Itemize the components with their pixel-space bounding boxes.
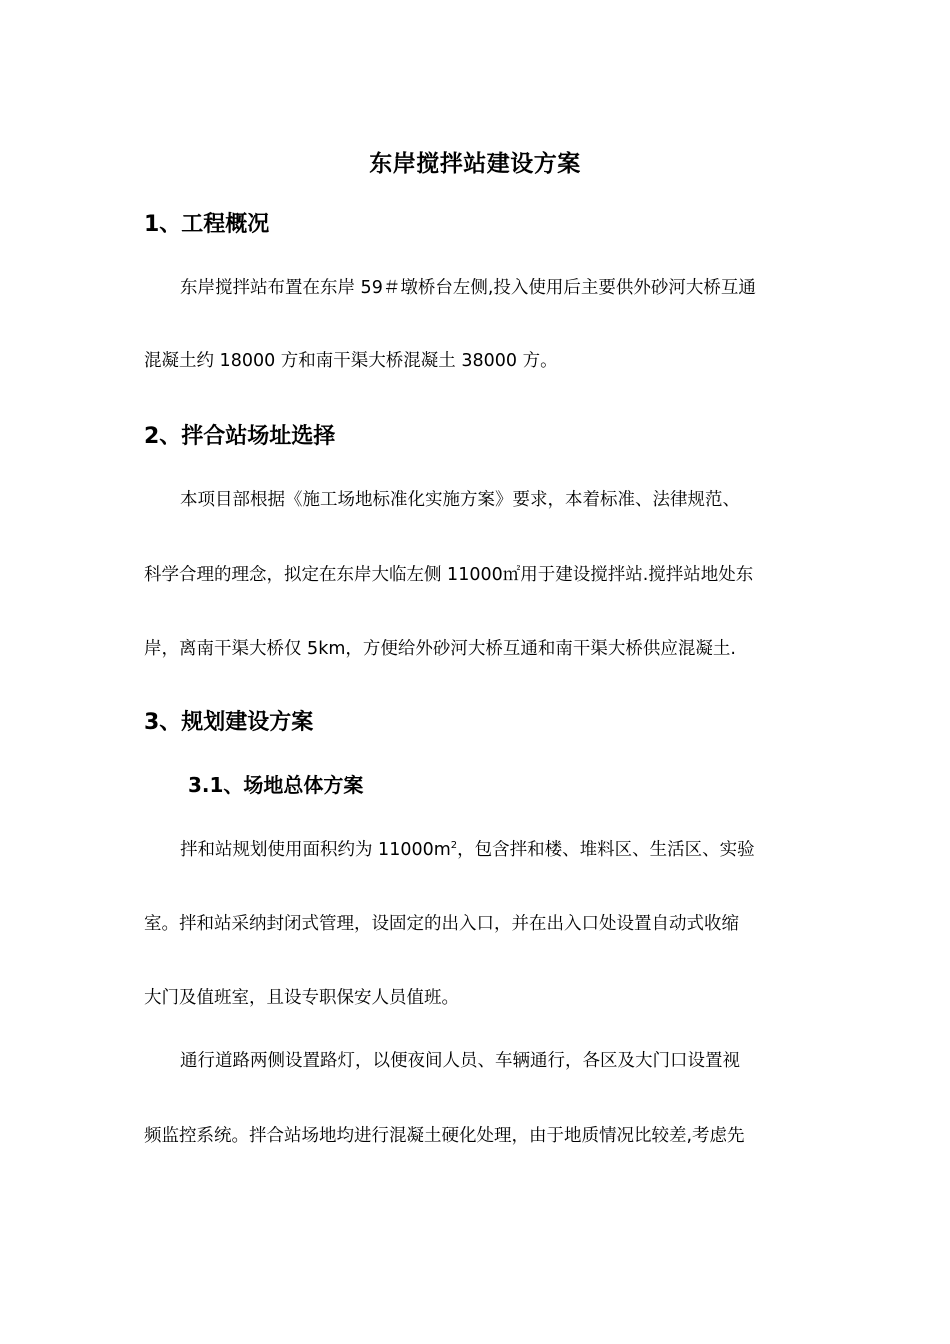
section-2-line-3: 岸，离南干渠大桥仅 5km，方便给外砂河大桥互通和南干渠大桥供应混凝土. bbox=[144, 639, 736, 659]
document-title: 东岸搅拌站建设方案 bbox=[369, 151, 581, 177]
subsection-3-1-para-1-line-2: 室。拌和站采纳封闭式管理，设固定的出入口，并在出入口处设置自动式收缩 bbox=[144, 914, 739, 934]
area-unit-superscript: 2 bbox=[450, 840, 458, 852]
section-2-line-2: 科学合理的理念，拟定在东岸大临左侧 11000㎡用于建设搅拌站.搅拌站地处东 bbox=[144, 565, 754, 585]
section-1-heading: 1、工程概况 bbox=[144, 212, 270, 237]
area-text-continued: ，包含拌和楼、堆料区、生活区、实验 bbox=[457, 840, 755, 860]
subsection-3-1-para-2-line-1: 通行道路两侧设置路灯，以便夜间人员、车辆通行，各区及大门口设置视 bbox=[180, 1051, 740, 1071]
section-1-line-1: 东岸搅拌站布置在东岸 59＃墩桥台左侧,投入使用后主要供外砂河大桥互通 bbox=[180, 278, 756, 298]
section-1-line-2: 混凝土约 18000 方和南干渠大桥混凝土 38000 方。 bbox=[144, 351, 558, 371]
subsection-3-1-heading: 3.1、场地总体方案 bbox=[188, 773, 364, 797]
section-3-heading: 3、规划建设方案 bbox=[144, 710, 314, 735]
subsection-3-1-para-1-line-3: 大门及值班室，且设专职保安人员值班。 bbox=[144, 988, 459, 1008]
section-2-line-1: 本项目部根据《施工场地标准化实施方案》要求，本着标准、法律规范、 bbox=[180, 490, 740, 510]
area-text: 拌和站规划使用面积约为 11000m bbox=[180, 840, 451, 860]
section-2-heading: 2、拌合站场址选择 bbox=[144, 424, 336, 449]
subsection-3-1-para-1-line-1 bbox=[180, 835, 808, 865]
subsection-3-1-para-2-line-2: 频监控系统。拌合站场地均进行混凝土硬化处理，由于地质情况比较差,考虑先 bbox=[144, 1126, 745, 1146]
